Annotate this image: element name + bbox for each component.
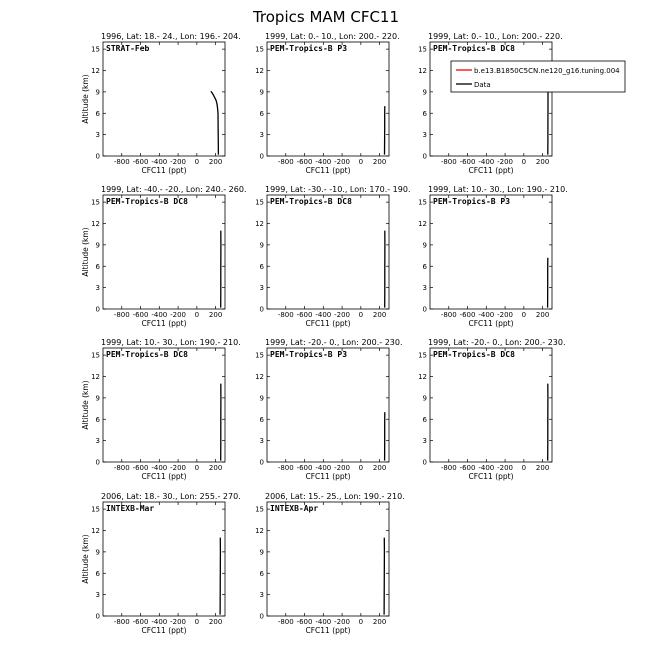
x-tick-label: 0: [194, 618, 200, 626]
x-tick-label: 0: [521, 464, 527, 472]
x-tick-label: 200: [535, 311, 550, 319]
panel-header: 1999, Lat: -20.- 0., Lon: 200.- 230.: [265, 338, 403, 347]
y-tick-label: 15: [91, 351, 100, 360]
x-tick-label: -600: [296, 158, 313, 166]
y-tick-label: 0: [422, 458, 427, 467]
y-axis-label: Altitude (km): [81, 74, 90, 124]
y-tick-label: 12: [91, 373, 100, 381]
y-tick-label: 9: [259, 88, 264, 97]
x-tick-label: -400: [151, 464, 168, 472]
x-axis-label: CFC11 (ppt): [305, 166, 351, 175]
x-tick-label: -200: [170, 464, 187, 472]
y-axis-label: Altitude (km): [81, 380, 90, 430]
y-tick-label: 6: [422, 415, 427, 424]
y-tick-label: 0: [259, 152, 264, 161]
x-tick-label: -200: [497, 464, 514, 472]
panel-7: [81, 338, 241, 481]
x-tick-label: 0: [358, 158, 364, 166]
x-tick-label: -400: [478, 464, 495, 472]
plot-frame: [267, 348, 389, 462]
x-tick-label: 0: [358, 618, 364, 626]
plot-frame: [103, 502, 225, 616]
x-tick-label: -600: [132, 618, 149, 626]
panel-header: 1999, Lat: 0.- 10., Lon: 200.- 220.: [428, 32, 563, 41]
y-tick-label: 9: [259, 548, 264, 557]
y-tick-label: 12: [91, 67, 100, 75]
series-line-data: [211, 91, 219, 154]
x-tick-label: -800: [113, 311, 130, 319]
legend-label-data: Data: [474, 81, 491, 89]
experiment-label: INTEXB-Apr: [270, 504, 319, 513]
figure-title: Tropics MAM CFC11: [252, 8, 400, 26]
y-tick-label: 12: [255, 527, 264, 535]
y-tick-label: 15: [418, 351, 427, 360]
panel-header: 2006, Lat: 18.- 30., Lon: 255.- 270.: [101, 492, 241, 501]
y-tick-label: 6: [259, 569, 264, 578]
x-tick-label: 0: [194, 311, 200, 319]
y-tick-label: 3: [259, 437, 264, 446]
panel-9: [418, 338, 565, 481]
experiment-label: PEM-Tropics-B P3: [433, 197, 511, 206]
experiment-label: PEM-Tropics-B P3: [270, 350, 348, 359]
panel-header: 1999, Lat: -30.- -10., Lon: 170.- 190.: [265, 185, 411, 194]
panel-header: 2006, Lat: 15.- 25., Lon: 190.- 210.: [265, 492, 405, 501]
y-axis-label: Altitude (km): [81, 534, 90, 584]
panel-1: [81, 32, 241, 175]
plot-frame: [430, 195, 552, 309]
x-tick-label: -200: [334, 158, 351, 166]
plot-frame: [430, 348, 552, 462]
panel-8: [255, 338, 402, 481]
panels-group: [81, 32, 568, 635]
y-tick-label: 9: [95, 394, 100, 403]
y-tick-label: 3: [259, 131, 264, 140]
panel-10: [81, 492, 241, 635]
x-tick-label: -200: [334, 311, 351, 319]
y-tick-label: 15: [255, 351, 264, 360]
y-tick-label: 0: [95, 612, 100, 621]
x-tick-label: -800: [113, 618, 130, 626]
panel-header: 1996, Lat: 18.- 24., Lon: 196.- 204.: [101, 32, 241, 41]
y-tick-label: 3: [259, 591, 264, 600]
panel-6: [418, 185, 568, 328]
x-axis-label: CFC11 (ppt): [305, 319, 351, 328]
panel-2: [255, 32, 400, 175]
x-tick-label: 0: [194, 158, 200, 166]
x-tick-label: -400: [315, 158, 332, 166]
experiment-label: PEM-Tropics-B DC8: [433, 350, 515, 359]
y-tick-label: 0: [95, 458, 100, 467]
y-tick-label: 15: [255, 198, 264, 207]
x-tick-label: 200: [208, 618, 223, 626]
y-tick-label: 12: [418, 373, 427, 381]
panel-3: [418, 32, 563, 175]
y-tick-label: 15: [91, 198, 100, 207]
x-tick-label: -200: [170, 158, 187, 166]
x-tick-label: -400: [478, 311, 495, 319]
x-tick-label: -200: [497, 158, 514, 166]
x-tick-label: -600: [132, 311, 149, 319]
x-axis-label: CFC11 (ppt): [305, 472, 351, 481]
x-tick-label: 0: [358, 311, 364, 319]
y-tick-label: 0: [259, 305, 264, 314]
experiment-label: STRAT-Feb: [106, 44, 150, 53]
x-tick-label: -800: [277, 158, 294, 166]
x-tick-label: -200: [334, 464, 351, 472]
y-tick-label: 12: [418, 67, 427, 75]
y-tick-label: 12: [91, 527, 100, 535]
panel-11: [255, 492, 405, 635]
y-tick-label: 6: [95, 569, 100, 578]
x-tick-label: 200: [535, 158, 550, 166]
x-tick-label: -800: [113, 464, 130, 472]
x-tick-label: -200: [170, 618, 187, 626]
x-tick-label: -400: [315, 311, 332, 319]
plot-frame: [103, 348, 225, 462]
y-tick-label: 3: [422, 437, 427, 446]
x-tick-label: 0: [521, 311, 527, 319]
y-tick-label: 12: [255, 67, 264, 75]
experiment-label: PEM-Tropics-B DC8: [106, 350, 188, 359]
x-tick-label: 200: [208, 311, 223, 319]
y-tick-label: 9: [95, 548, 100, 557]
y-axis-label: Altitude (km): [81, 227, 90, 277]
x-tick-label: -200: [170, 311, 187, 319]
x-tick-label: 0: [521, 158, 527, 166]
y-tick-label: 15: [418, 198, 427, 207]
x-tick-label: 200: [372, 311, 387, 319]
y-tick-label: 6: [95, 415, 100, 424]
x-axis-label: CFC11 (ppt): [141, 319, 187, 328]
plot-frame: [103, 42, 225, 156]
panel-header: 1999, Lat: 0.- 10., Lon: 200.- 220.: [265, 32, 400, 41]
x-tick-label: 0: [358, 464, 364, 472]
x-tick-label: 200: [535, 464, 550, 472]
x-tick-label: -200: [497, 311, 514, 319]
y-tick-label: 3: [95, 591, 100, 600]
x-tick-label: -400: [151, 618, 168, 626]
x-tick-label: -600: [296, 618, 313, 626]
experiment-label: PEM-Tropics-B DC8: [433, 44, 515, 53]
x-axis-label: CFC11 (ppt): [141, 626, 187, 635]
plot-frame: [430, 42, 552, 156]
x-tick-label: -800: [277, 618, 294, 626]
experiment-label: PEM-Tropics-B DC8: [106, 197, 188, 206]
y-tick-label: 0: [422, 152, 427, 161]
x-tick-label: -400: [478, 158, 495, 166]
y-tick-label: 6: [95, 262, 100, 271]
experiment-label: PEM-Tropics-B DC8: [270, 197, 352, 206]
x-tick-label: -400: [151, 311, 168, 319]
x-tick-label: -600: [296, 311, 313, 319]
panel-header: 1999, Lat: 10.- 30., Lon: 190.- 210.: [101, 338, 241, 347]
y-tick-label: 6: [259, 109, 264, 118]
y-tick-label: 0: [95, 152, 100, 161]
y-tick-label: 0: [95, 305, 100, 314]
x-tick-label: -800: [113, 158, 130, 166]
y-tick-label: 3: [259, 284, 264, 293]
y-tick-label: 9: [95, 241, 100, 250]
x-tick-label: -600: [296, 464, 313, 472]
y-tick-label: 3: [95, 284, 100, 293]
x-tick-label: -800: [277, 464, 294, 472]
x-tick-label: -800: [440, 464, 457, 472]
y-tick-label: 6: [259, 415, 264, 424]
y-tick-label: 6: [259, 262, 264, 271]
y-tick-label: 12: [418, 220, 427, 228]
x-tick-label: -600: [132, 464, 149, 472]
y-tick-label: 15: [255, 45, 264, 54]
y-tick-label: 9: [259, 241, 264, 250]
x-tick-label: -400: [315, 464, 332, 472]
y-tick-label: 9: [259, 394, 264, 403]
y-tick-label: 6: [95, 109, 100, 118]
y-tick-label: 15: [255, 505, 264, 514]
y-tick-label: 15: [91, 505, 100, 514]
x-tick-label: 0: [194, 464, 200, 472]
panel-header: 1999, Lat: -20.- 0., Lon: 200.- 230.: [428, 338, 566, 347]
y-tick-label: 6: [422, 262, 427, 271]
x-tick-label: 200: [372, 158, 387, 166]
panel-header: 1999, Lat: 10.- 30., Lon: 190.- 210.: [428, 185, 568, 194]
y-tick-label: 9: [422, 394, 427, 403]
x-tick-label: -800: [277, 311, 294, 319]
panel-5: [255, 185, 410, 328]
x-tick-label: 200: [208, 158, 223, 166]
y-tick-label: 6: [422, 109, 427, 118]
y-tick-label: 3: [422, 284, 427, 293]
y-tick-label: 0: [259, 612, 264, 621]
legend: [451, 61, 625, 92]
x-tick-label: 200: [208, 464, 223, 472]
plot-frame: [267, 502, 389, 616]
y-tick-label: 9: [95, 88, 100, 97]
x-tick-label: -800: [440, 311, 457, 319]
y-tick-label: 12: [255, 373, 264, 381]
plot-frame: [267, 195, 389, 309]
x-tick-label: -600: [459, 158, 476, 166]
y-tick-label: 15: [91, 45, 100, 54]
x-tick-label: 200: [372, 464, 387, 472]
x-tick-label: -800: [440, 158, 457, 166]
experiment-label: PEM-Tropics-B P3: [270, 44, 348, 53]
x-axis-label: CFC11 (ppt): [141, 472, 187, 481]
y-tick-label: 15: [418, 45, 427, 54]
plot-frame: [103, 195, 225, 309]
x-axis-label: CFC11 (ppt): [468, 472, 514, 481]
y-tick-label: 0: [259, 458, 264, 467]
y-tick-label: 12: [91, 220, 100, 228]
x-tick-label: -600: [459, 464, 476, 472]
x-tick-label: -600: [132, 158, 149, 166]
x-tick-label: -200: [334, 618, 351, 626]
y-tick-label: 12: [255, 220, 264, 228]
y-tick-label: 9: [422, 88, 427, 97]
experiment-label: INTEXB-Mar: [106, 504, 155, 513]
legend-label-model: b.e13.B1850C5CN.ne120_g16.tuning.004: [474, 67, 620, 75]
x-axis-label: CFC11 (ppt): [468, 319, 514, 328]
x-axis-label: CFC11 (ppt): [141, 166, 187, 175]
panel-4: [81, 185, 247, 328]
x-tick-label: -400: [151, 158, 168, 166]
x-tick-label: 200: [372, 618, 387, 626]
x-tick-label: -400: [315, 618, 332, 626]
x-axis-label: CFC11 (ppt): [468, 166, 514, 175]
x-tick-label: -600: [459, 311, 476, 319]
y-tick-label: 3: [95, 437, 100, 446]
y-tick-label: 3: [95, 131, 100, 140]
y-tick-label: 3: [422, 131, 427, 140]
plot-frame: [267, 42, 389, 156]
y-tick-label: 0: [422, 305, 427, 314]
y-tick-label: 9: [422, 241, 427, 250]
panel-header: 1999, Lat: -40.- -20., Lon: 240.- 260.: [101, 185, 247, 194]
x-axis-label: CFC11 (ppt): [305, 626, 351, 635]
